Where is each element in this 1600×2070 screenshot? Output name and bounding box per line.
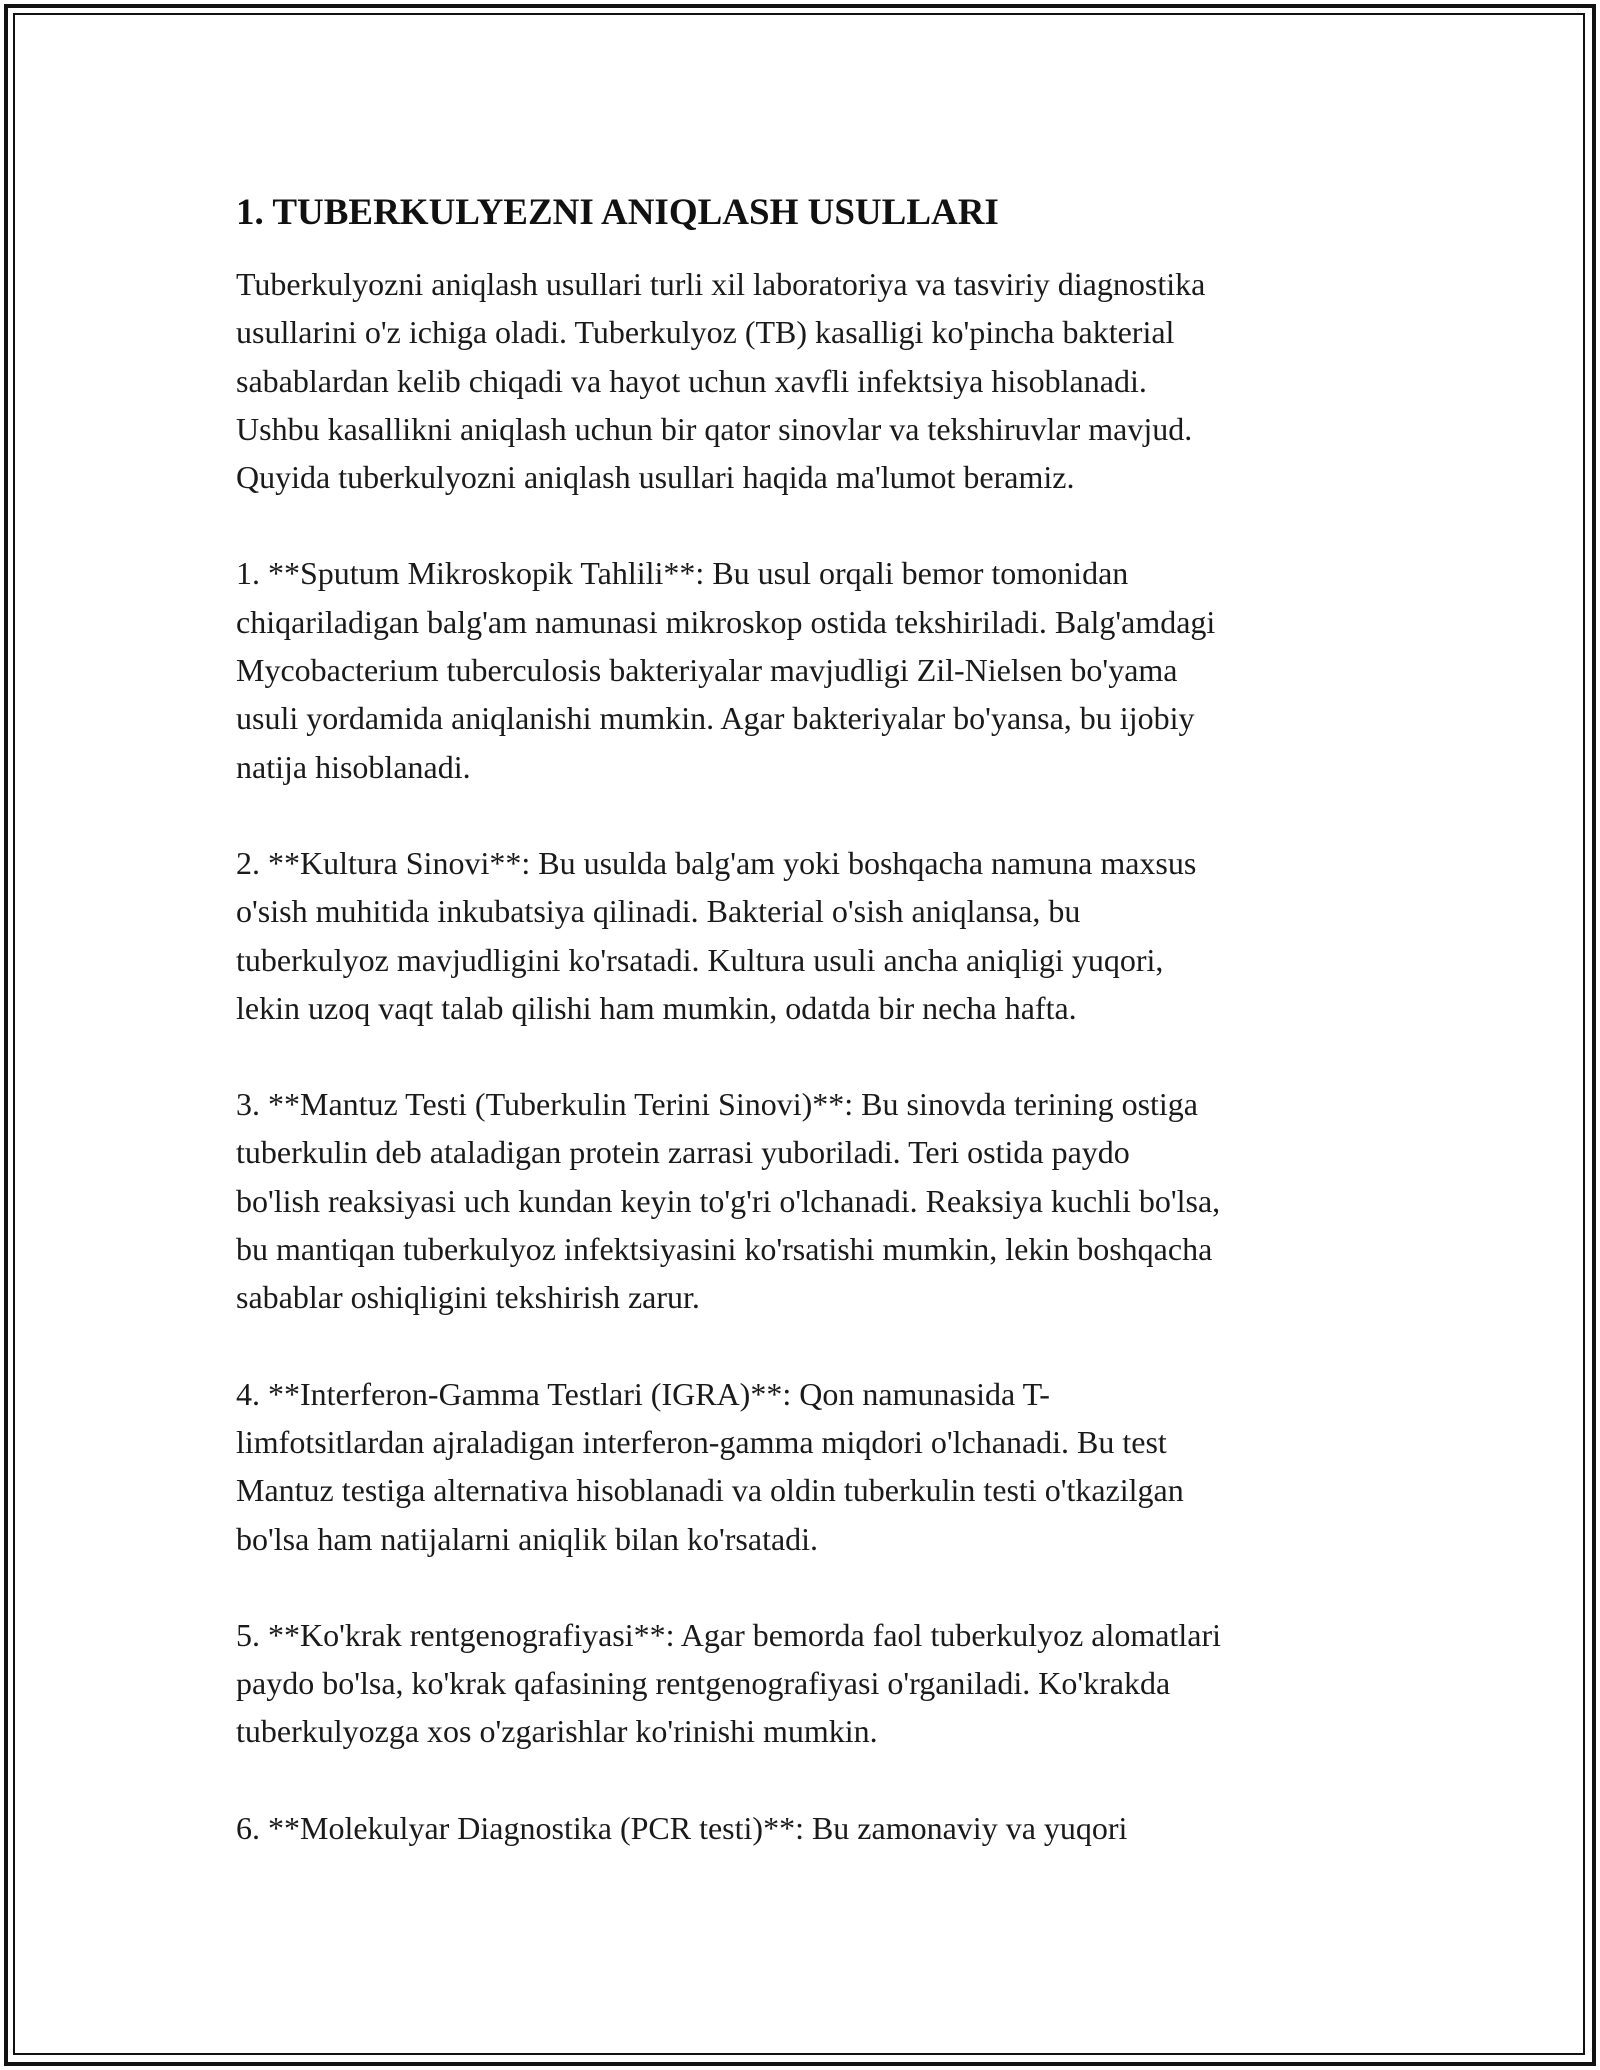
text-line: Quyida tuberkulyozni aniqlash usullari haqida ma'lumot beramiz.: [236, 459, 1075, 496]
text-line: usuli yordamida aniqlanishi mumkin. Agar bakteriyalar bo'yansa, bu ijobiy: [236, 700, 1195, 737]
text-line: sabablardan kelib chiqadi va hayot uchun xavfli infektsiya hisoblanadi.: [236, 362, 1147, 399]
document-body: [236, 186, 1376, 1900]
text-line: o'sish muhitida inkubatsiya qilinadi. Bakterial o'sish aniqlansa, bu: [236, 893, 1081, 930]
text-line: 2. **Kultura Sinovi**: Bu usulda balg'am yoki boshqacha namuna maxsus: [236, 844, 1197, 881]
text-line: chiqariladigan balg'am namunasi mikroskop ostida tekshiriladi. Balg'amdagi: [236, 603, 1216, 640]
document-title: 1. TUBERKULYEZNI ANIQLASH USULLARI: [236, 192, 999, 233]
paragraph: [236, 1080, 1376, 1321]
text-line: Tuberkulyozni aniqlash usullari turli xil laboratoriya va tasviriy diagnostika: [236, 266, 1206, 302]
text-line: bo'lsa ham natijalarni aniqlik bilan ko'rsatadi.: [236, 1520, 819, 1557]
text-line: bo'lish reaksiyasi uch kundan keyin to'g'ri o'lchanadi. Reaksiya kuchli bo'lsa,: [236, 1182, 1221, 1219]
paragraph: [236, 1804, 1376, 1852]
text-line: limfotsitlardan ajraladigan interferon-gamma miqdori o'lchanadi. Bu test: [236, 1423, 1167, 1460]
text-line: Mantuz testiga alternativa hisoblanadi va oldin tuberkulin testi o'tkazilgan: [236, 1472, 1184, 1509]
paragraph: [236, 549, 1376, 790]
text-line: Mycobacterium tuberculosis bakteriyalar mavjudligi Zil-Nielsen bo'yama: [236, 652, 1178, 689]
text-line: usullarini o'z ichiga oladi. Tuberkulyoz (TB) kasalligi ko'pincha bakterial: [236, 314, 1175, 351]
text-line: natija hisoblanadi.: [236, 748, 471, 785]
text-line: tuberkulyoz mavjudligini ko'rsatadi. Kultura usuli ancha aniqligi yuqori,: [236, 941, 1164, 978]
text-line: 1. **Sputum Mikroskopik Tahlili**: Bu usul orqali bemor tomonidan: [236, 555, 1129, 592]
paragraph: [236, 1611, 1376, 1756]
paragraph: [236, 839, 1376, 1032]
text-line: bu mantiqan tuberkulyoz infektsiyasini ko'rsatishi mumkin, lekin boshqacha: [236, 1231, 1213, 1268]
paragraph: [236, 1370, 1376, 1563]
paragraph-list: [236, 260, 1376, 1852]
text-line: paydo bo'lsa, ko'krak qafasining rentgenografiyasi o'rganiladi. Ko'krakda: [236, 1665, 1171, 1702]
text-line: 6. **Molekulyar Diagnostika (PCR testi)**: Bu zamonaviy va yuqori: [236, 1809, 1128, 1846]
text-line: tuberkulyozga xos o'zgarishlar ko'rinishi mumkin.: [236, 1713, 878, 1750]
text-line: lekin uzoq vaqt talab qilishi ham mumkin, odatda bir necha hafta.: [236, 989, 1077, 1026]
text-line: sabablar oshiqligini tekshirish zarur.: [236, 1279, 700, 1316]
paragraph: [236, 260, 1376, 501]
text-line: tuberkulin deb ataladigan protein zarrasi yuboriladi. Teri ostida paydo: [236, 1134, 1130, 1171]
text-line: 4. **Interferon-Gamma Testlari (IGRA)**: Qon namunasida T-: [236, 1375, 1050, 1412]
text-line: 5. **Ko'krak rentgenografiyasi**: Agar bemorda faol tuberkulyoz alomatlari: [236, 1616, 1221, 1653]
text-line: 3. **Mantuz Testi (Tuberkulin Terini Sinovi)**: Bu sinovda terining ostiga: [236, 1086, 1198, 1123]
text-line: Ushbu kasallikni aniqlash uchun bir qator sinovlar va tekshiruvlar mavjud.: [236, 410, 1193, 447]
